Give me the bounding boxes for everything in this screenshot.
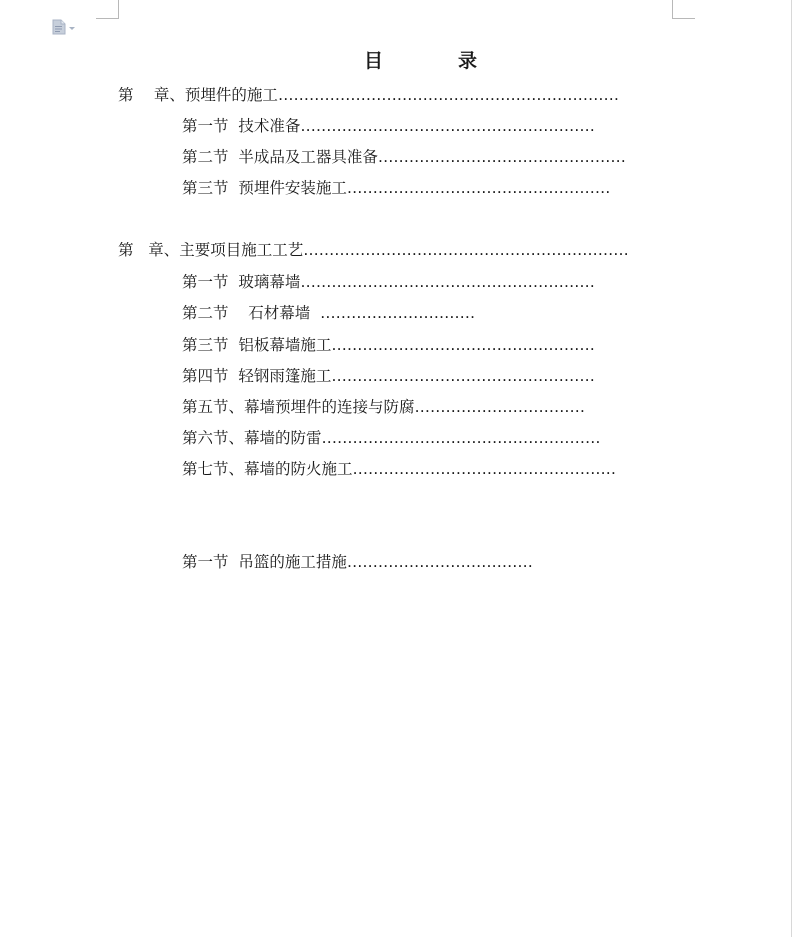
document-icon — [52, 19, 66, 35]
toc-entry-text: 第 章、主要项目施工工艺 — [118, 241, 304, 259]
toc-leader-dots: ………………………………………………………… — [277, 86, 619, 104]
toc-entry-text: 第五节、幕墙预埋件的连接与防腐 — [182, 398, 415, 416]
toc-entry-text: 第七节、幕墙的防火施工 — [182, 460, 353, 478]
toc-leader-dots: …………………………………………… — [346, 179, 611, 197]
toc-entry-chapter-embedded-parts[interactable] — [118, 85, 619, 105]
toc-entry-text: 第四节 轻钢雨篷施工 — [182, 367, 332, 385]
document-menu-button[interactable] — [52, 19, 75, 35]
toc-entry-text: 第一节 技术准备 — [182, 117, 301, 135]
toc-leader-dots: ………………………………………………… — [300, 273, 595, 291]
toc-title: 目 录 — [364, 50, 506, 72]
toc-entry-connection-anticorrosion[interactable] — [182, 397, 585, 417]
toc-entry-stone-curtain-wall[interactable] — [182, 303, 475, 323]
toc-entry-semi-finished-tools[interactable] — [182, 147, 626, 167]
toc-leader-dots: ………………………… — [320, 304, 476, 322]
toc-entry-fire-protection[interactable] — [182, 459, 616, 479]
toc-leader-dots: …………………………………………… — [331, 336, 595, 354]
page-edge — [791, 0, 792, 937]
toc-entry-technical-preparation[interactable] — [182, 116, 595, 136]
toc-entry-text: 第六节、幕墙的防雷 — [182, 429, 322, 447]
chevron-down-icon — [69, 27, 75, 30]
toc-leader-dots: …………………………… — [414, 398, 586, 416]
toc-entry-chapter-main-processes[interactable] — [118, 240, 629, 260]
toc-entry-text: 第二节 石材幕墙 — [182, 304, 321, 322]
toc-entry-glass-curtain-wall[interactable] — [182, 272, 595, 292]
margin-corner-top-left — [96, 0, 119, 19]
toc-entry-embedded-installation[interactable] — [182, 178, 610, 198]
toc-entry-text: 第二节 半成品及工器具准备 — [182, 148, 378, 166]
toc-leader-dots: ………………………………………… — [377, 148, 626, 166]
toc-entry-lightning-protection[interactable] — [182, 428, 601, 448]
toc-leader-dots: ……………………………… — [346, 553, 533, 571]
toc-leader-dots: …………………………………………… — [352, 460, 617, 478]
toc-leader-dots: ……………………………………………… — [321, 429, 601, 447]
toc-leader-dots: ……………………………………………………… — [303, 241, 629, 259]
margin-corner-top-right — [672, 0, 695, 19]
toc-entry-light-steel-canopy[interactable] — [182, 366, 595, 386]
toc-leader-dots: …………………………………………… — [331, 367, 595, 385]
toc-entry-aluminum-curtain-wall[interactable] — [182, 335, 595, 355]
toc-entry-text: 第一节 玻璃幕墙 — [182, 273, 301, 291]
toc-entry-text: 第一节 吊篮的施工措施 — [182, 553, 347, 571]
toc-entry-text: 第三节 预埋件安装施工 — [182, 179, 347, 197]
toc-entry-text: 第 章、预埋件的施工 — [118, 86, 278, 104]
toc-entry-gondola-measures[interactable] — [182, 552, 533, 572]
toc-entry-text: 第三节 铝板幕墙施工 — [182, 336, 332, 354]
toc-leader-dots: ………………………………………………… — [300, 117, 595, 135]
